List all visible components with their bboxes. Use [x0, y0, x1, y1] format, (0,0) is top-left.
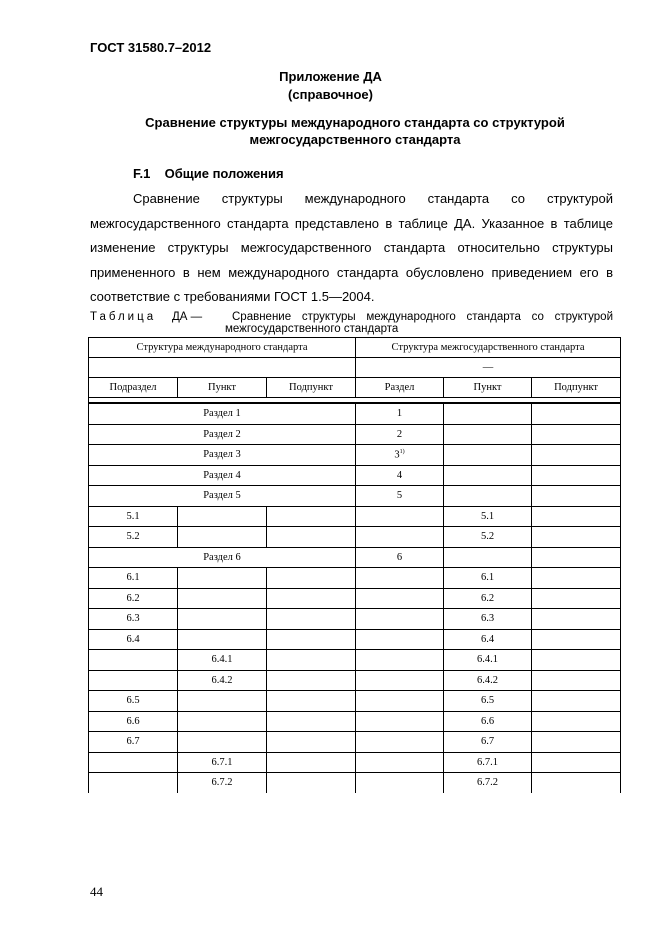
cell-subpunkt2	[532, 773, 621, 793]
body-paragraph	[90, 187, 613, 310]
cell-razdel	[356, 629, 444, 650]
table-caption-id: ДА —	[172, 311, 203, 323]
cell-subpunkt	[267, 506, 356, 527]
cell-punkt	[178, 527, 267, 548]
cell-punkt: 6.4.1	[178, 650, 267, 671]
razdel-value: 2	[396, 428, 403, 440]
cell-subpunkt2	[532, 568, 621, 589]
cell-razdel	[356, 752, 444, 773]
cell-punkt2: 6.3	[444, 609, 532, 630]
cell-punkt	[178, 691, 267, 712]
cell-subpunkt2	[532, 670, 621, 691]
cell-subpunkt2	[532, 752, 621, 773]
cell-subpunkt	[267, 527, 356, 548]
cell-razdel	[356, 670, 444, 691]
cell-punkt2: 6.7	[444, 732, 532, 753]
cell-subsection: 6.5	[89, 691, 178, 712]
cell-intl-section: Раздел 3	[89, 445, 356, 466]
cell-subpunkt	[267, 732, 356, 753]
table-row	[89, 445, 621, 466]
cell-punkt2: 6.7.2	[444, 773, 532, 793]
section-title	[90, 114, 620, 148]
cell-razdel	[356, 711, 444, 732]
cell-subsection: 6.6	[89, 711, 178, 732]
cell-subsection: 6.2	[89, 588, 178, 609]
table-row	[89, 465, 621, 486]
cell-punkt2	[444, 424, 532, 445]
cell-subpunkt2	[532, 403, 621, 424]
cell-subpunkt	[267, 670, 356, 691]
cell-razdel	[356, 588, 444, 609]
table-row	[89, 629, 621, 650]
cell-subpunkt2	[532, 691, 621, 712]
cell-subpunkt2	[532, 629, 621, 650]
table-row	[89, 650, 621, 671]
cell-punkt	[178, 609, 267, 630]
cell-razdel	[356, 732, 444, 753]
razdel-value: 5	[396, 490, 403, 502]
cell-punkt2	[444, 486, 532, 507]
table-caption-label: Таблица	[90, 311, 157, 323]
subsection-title: Общие положения	[164, 166, 284, 181]
empty-cell	[89, 358, 356, 378]
cell-razdel	[356, 486, 444, 507]
document-code: ГОСТ 31580.7–2012	[90, 40, 212, 55]
cell-punkt	[178, 588, 267, 609]
cell-punkt	[178, 629, 267, 650]
appendix-subtitle: (справочное)	[288, 87, 373, 102]
cell-subsection: 6.3	[89, 609, 178, 630]
table-row	[89, 424, 621, 445]
cell-subpunkt	[267, 711, 356, 732]
cell-punkt2: 5.1	[444, 506, 532, 527]
cell-razdel	[356, 650, 444, 671]
cell-subpunkt	[267, 568, 356, 589]
subsection-number: F.1	[133, 166, 151, 181]
table-row	[89, 609, 621, 630]
cell-punkt	[178, 568, 267, 589]
cell-razdel	[356, 609, 444, 630]
table-row	[89, 732, 621, 753]
table-row	[89, 711, 621, 732]
cell-razdel	[356, 424, 444, 445]
cell-punkt2: 6.4.1	[444, 650, 532, 671]
cell-punkt	[178, 732, 267, 753]
column-header: Пункт	[178, 378, 267, 398]
table-row	[89, 486, 621, 507]
cell-subsection: 5.2	[89, 527, 178, 548]
cell-subpunkt	[267, 629, 356, 650]
cell-punkt2	[444, 403, 532, 424]
cell-punkt: 6.7.2	[178, 773, 267, 793]
cell-punkt	[178, 711, 267, 732]
cell-punkt2: 6.5	[444, 691, 532, 712]
cell-subpunkt	[267, 691, 356, 712]
cell-razdel	[356, 547, 444, 568]
cell-punkt	[178, 506, 267, 527]
column-headers	[89, 378, 621, 398]
razdel-value: 4	[396, 469, 403, 481]
cell-subsection	[89, 752, 178, 773]
razdel-value: 3	[394, 449, 400, 461]
column-header: Подраздел	[89, 378, 178, 398]
razdel-value: 1	[396, 408, 403, 420]
column-header: Подпункт	[267, 378, 356, 398]
page-number: 44	[90, 884, 103, 899]
cell-subpunkt	[267, 773, 356, 793]
cell-subpunkt	[267, 752, 356, 773]
cell-punkt2	[444, 547, 532, 568]
header-interstate: Структура межгосударственного стандарта	[356, 338, 621, 358]
cell-subpunkt2	[532, 527, 621, 548]
footnote-marker: 1)	[399, 449, 405, 455]
cell-intl-section: Раздел 6	[89, 547, 356, 568]
cell-subsection: 6.4	[89, 629, 178, 650]
cell-subpunkt2	[532, 732, 621, 753]
cell-subpunkt2	[532, 650, 621, 671]
cell-razdel	[356, 465, 444, 486]
cell-punkt2: 6.6	[444, 711, 532, 732]
cell-intl-section: Раздел 1	[89, 403, 356, 424]
cell-subpunkt2	[532, 506, 621, 527]
comparison-table	[88, 337, 621, 793]
section-title-line2: межгосударственного стандарта	[249, 132, 461, 147]
cell-subpunkt2	[532, 547, 621, 568]
header-international: Структура международного стандарта	[89, 338, 356, 358]
table-row	[89, 547, 621, 568]
cell-punkt: 6.4.2	[178, 670, 267, 691]
cell-subpunkt2	[532, 588, 621, 609]
cell-razdel	[356, 568, 444, 589]
cell-subpunkt	[267, 609, 356, 630]
column-header: Подпункт	[532, 378, 621, 398]
cell-intl-section: Раздел 5	[89, 486, 356, 507]
cell-subsection	[89, 650, 178, 671]
cell-subpunkt2	[532, 445, 621, 466]
cell-subsection: 5.1	[89, 506, 178, 527]
cell-punkt2: 6.4	[444, 629, 532, 650]
table-row	[89, 568, 621, 589]
cell-punkt2: 6.7.1	[444, 752, 532, 773]
cell-punkt: 6.7.1	[178, 752, 267, 773]
table-row	[89, 506, 621, 527]
cell-punkt2: 6.1	[444, 568, 532, 589]
table-row	[89, 752, 621, 773]
cell-subsection	[89, 773, 178, 793]
cell-punkt2: 5.2	[444, 527, 532, 548]
cell-razdel	[356, 445, 444, 466]
cell-subpunkt	[267, 650, 356, 671]
table-row	[89, 403, 621, 424]
appendix-title: Приложение ДА	[279, 69, 382, 84]
cell-razdel	[356, 691, 444, 712]
cell-subpunkt2	[532, 486, 621, 507]
section-title-line1: Сравнение структуры международного стандарта со структурой	[145, 115, 565, 130]
cell-razdel	[356, 506, 444, 527]
cell-intl-section: Раздел 2	[89, 424, 356, 445]
cell-razdel	[356, 527, 444, 548]
cell-subsection	[89, 670, 178, 691]
cell-punkt2: 6.2	[444, 588, 532, 609]
table-row	[89, 527, 621, 548]
subsection-heading	[133, 166, 284, 181]
table-row	[89, 691, 621, 712]
cell-razdel	[356, 773, 444, 793]
cell-subsection: 6.1	[89, 568, 178, 589]
cell-subpunkt2	[532, 609, 621, 630]
cell-razdel	[356, 403, 444, 424]
body-paragraph-text: Сравнение структуры международного стандарта со структурой межгосударственного стандарта представлено в таблице ДА. Указанное в таблице изменение структуры межгосударственного стандарта относительно структуры примененного в нем международного стандарта обусловлено приведением его в соответствие с требованиями ГОСТ 1.5—2004.	[90, 191, 613, 305]
table-row	[89, 670, 621, 691]
table-row	[89, 773, 621, 793]
cell-subpunkt2	[532, 465, 621, 486]
cell-punkt2	[444, 445, 532, 466]
cell-punkt2	[444, 465, 532, 486]
cell-punkt2: 6.4.2	[444, 670, 532, 691]
razdel-value: 6	[396, 551, 403, 563]
table-row	[89, 588, 621, 609]
table-caption-text-line2: межгосударственного стандарта	[225, 323, 399, 335]
table-caption-text-line1: Сравнение структуры международного стандарта со структурой	[232, 311, 613, 323]
cell-subsection: 6.7	[89, 732, 178, 753]
header-interstate-dash: —	[356, 358, 621, 378]
column-header: Раздел	[356, 378, 444, 398]
cell-subpunkt2	[532, 424, 621, 445]
cell-subpunkt2	[532, 711, 621, 732]
table-caption	[90, 311, 613, 335]
cell-intl-section: Раздел 4	[89, 465, 356, 486]
column-header: Пункт	[444, 378, 532, 398]
cell-subpunkt	[267, 588, 356, 609]
